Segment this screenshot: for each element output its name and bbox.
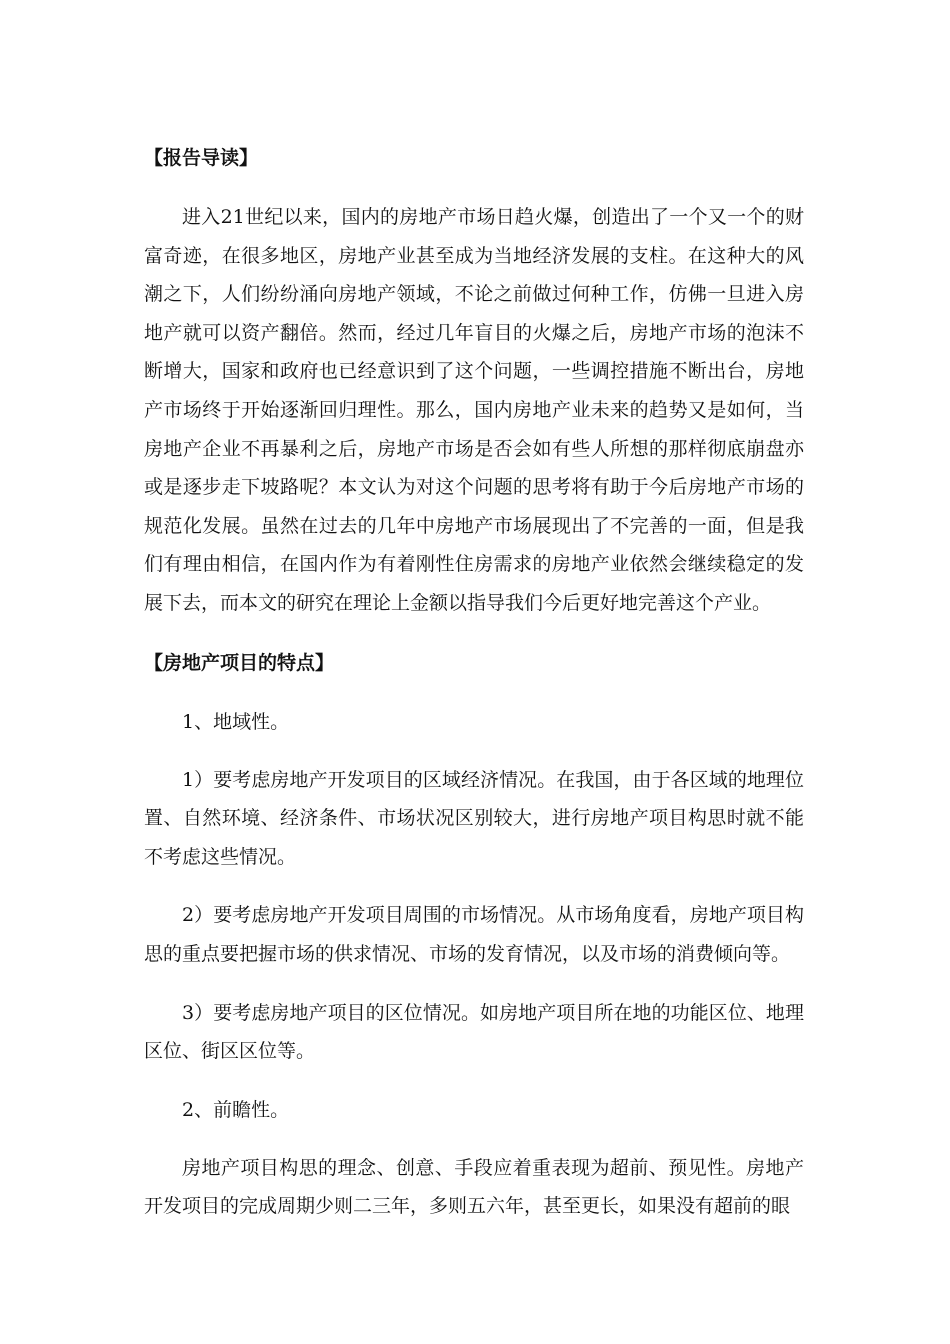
paragraph-location: 3）要考虑房地产项目的区位情况。如房地产项目所在地的功能区位、地理区位、街区区位等。 <box>144 1001 804 1063</box>
paragraph-market-conditions: 2）要考虑房地产开发项目周围的市场情况。从市场角度看，房地产项目构思的重点要把握市场的供求情况、市场的发育情况，以及市场的消费倾向等。 <box>144 904 804 965</box>
paragraph-intro: 进入21世纪以来，国内的房地产市场日趋火爆，创造出了一个又一个的财富奇迹，在很多地区，房地产业甚至成为当地经济发展的支柱。在这种大的风潮之下，人们纷纷涌向房地产领域，不论之前做过何种工作，仿佛一旦进入房地产就可以资产翻倍。然而，经过几年盲目的火爆之后，房地产市场的泡沫不断增大，国家和政府也已经意识到了这个问题，一些调控措施不断出台，房地产市场终于开始逐渐回归理性。那么，国内房地产业未来的趋势又是如何，当房地产企业不再暴利之后，房地产市场是否会如有些人所想的那样彻底崩盘亦或是逐步走下坡路呢？本文认为对这个问题的思考将有助于今后房地产市场的规范化发展。虽然在过去的几年中房地产市场展现出了不完善的一面，但是我们有理由相信，在国内作为有着刚性住房需求的房地产业依然会继续稳定的发展下去，而本文的研究在理论上金额以指导我们今后更好地完善这个产业。 <box>144 206 804 614</box>
list-item-forward-looking: 2、前瞻性。 <box>182 1098 290 1121</box>
paragraph-regional-economy: 1）要考虑房地产开发项目的区域经济情况。在我国，由于各区域的地理位置、自然环境、经济条件、市场状况区别较大，进行房地产项目构思时就不能不考虑这些情况。 <box>144 768 804 868</box>
document-page <box>144 140 804 1246</box>
section-heading-project-features: 【房地产项目的特点】 <box>144 651 335 674</box>
paragraph-forward-looking: 房地产项目构思的理念、创意、手段应着重表现为超前、预见性。房地产开发项目的完成周期少则二三年，多则五六年，甚至更长，如果没有超前的眼 <box>144 1156 804 1218</box>
section-heading-report-intro: 【报告导读】 <box>144 147 259 169</box>
list-item-regional: 1、地域性。 <box>182 710 290 733</box>
